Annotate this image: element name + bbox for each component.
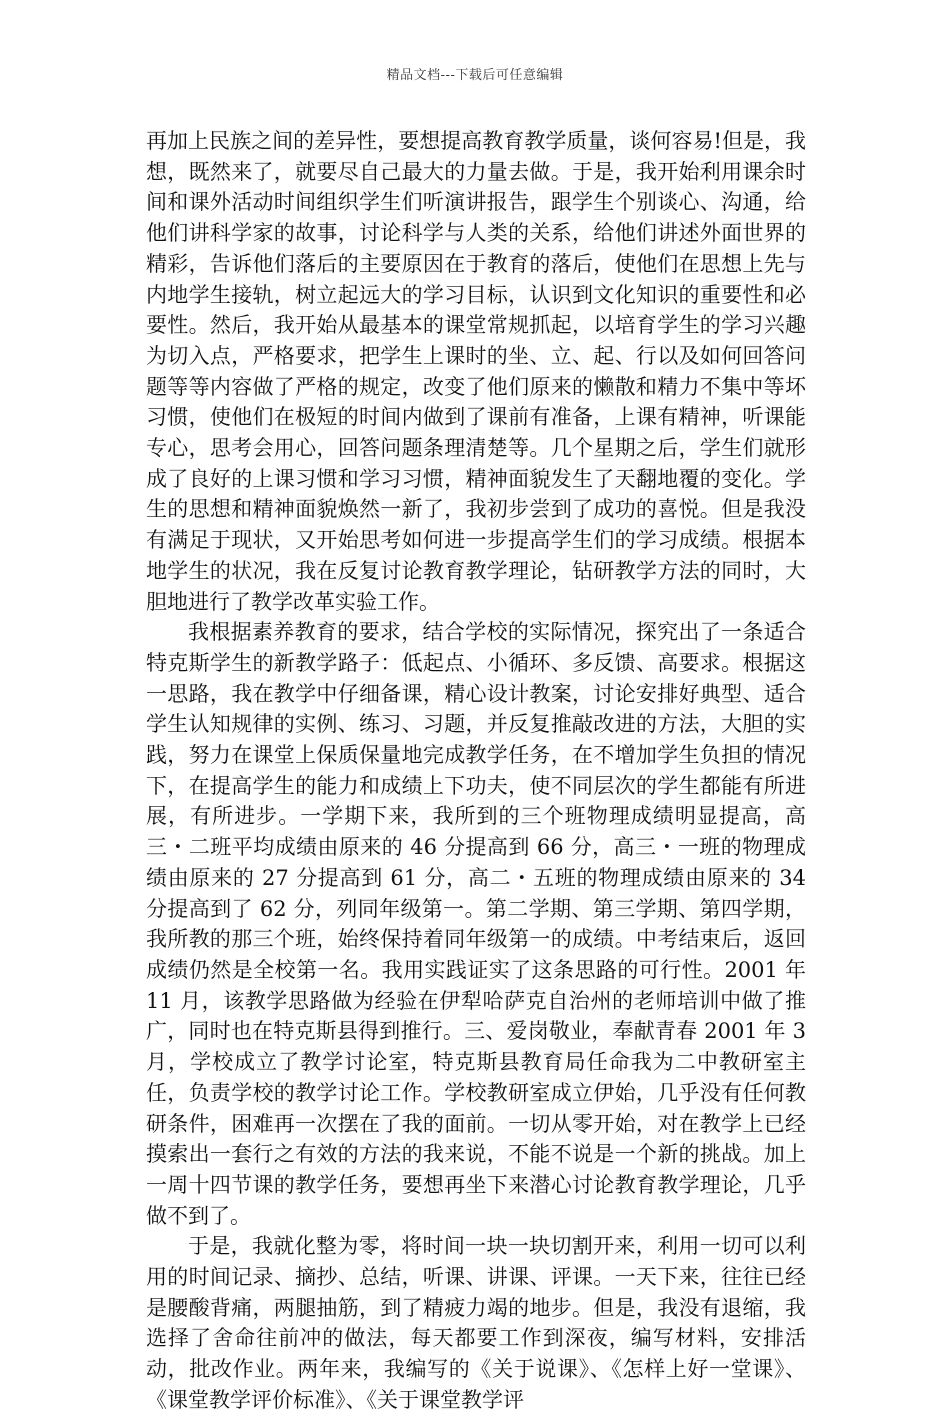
document-body (146, 126, 806, 1416)
paragraph-2: 我根据素养教育的要求，结合学校的实际情况，探究出了一条适合特克斯学生的新教学路子：低起点、小循环、多反馈、高要求。根据这一思路，我在教学中仔细备课，精心设计教案，讨论安排好典型、适合学生认知规律的实例、练习、习题，并反复推敲改进的方法，大胆的实践，努力在课堂上保质保量地完成教学任务，在不增加学生负担的情况下，在提高学生的能力和成绩上下功夫，使不同层次的学生都能有所进展，有所进步。一学期下来，我所到的三个班物理成绩明显提高，高三・二班平均成绩由原来的 46 分提高到 66 分，高三・一班的物理成绩由原来的 27 分提高到 61 分，高二・五班的物理成绩由原来的 34 分提高到了 62 分，列同年级第一。第二学期、第三学期、第四学期，我所教的那三个班，始终保持着同年级第一的成绩。中考结束后，返回成绩仍然是全校第一名。我用实践证实了这条思路的可行性。2001 年 11 月，该教学思路做为经验在伊犁哈萨克自治州的老师培训中做了推广，同时也在特克斯县得到推行。三、爱岗敬业，奉献青春 2001 年 3 月，学校成立了教学讨论室，特克斯县教育局任命我为二中教研室主任，负责学校的教学讨论工作。学校教研室成立伊始，几乎没有任何教研条件，困难再一次摆在了我的面前。一切从零开始，对在教学上已经摸索出一套行之有效的方法的我来说，不能不说是一个新的挑战。加上一周十四节课的教学任务，要想再坐下来潜心讨论教育教学理论，几乎做不到了。 (146, 620, 806, 1228)
page-header: 精品文档---下载后可任意编辑 (386, 68, 564, 83)
paragraph-3: 于是，我就化整为零，将时间一块一块切割开来，利用一切可以利用的时间记录、摘抄、总结，听课、讲课、评课。一天下来，往往已经是腰酸背痛，两腿抽筋，到了精疲力竭的地步。但是，我没有退缩，我选择了舍命往前冲的做法，每天都要工作到深夜，编写材料，安排活动，批改作业。两年来，我编写的《关于说课》、《怎样上好一堂课》、《课堂教学评价标准》、《关于课堂教学评 (146, 1234, 806, 1412)
paragraph-1: 再加上民族之间的差异性，要想提高教育教学质量，谈何容易!但是，我想，既然来了，就要尽自己最大的力量去做。于是，我开始利用课余时间和课外活动时间组织学生们听演讲报告，跟学生个别谈心、沟通，给他们讲科学家的故事，讨论科学与人类的关系，给他们讲述外面世界的精彩，告诉他们落后的主要原因在于教育的落后，使他们在思想上先与内地学生接轨，树立起远大的学习目标，认识到文化知识的重要性和必要性。然后，我开始从最基本的课堂常规抓起，以培育学生的学习兴趣为切入点，严格要求，把学生上课时的坐、立、起、行以及如何回答问题等等内容做了严格的规定，改变了他们原来的懒散和精力不集中等坏习惯，使他们在极短的时间内做到了课前有准备，上课有精神，听课能专心，思考会用心，回答问题条理清楚等。几个星期之后，学生们就形成了良好的上课习惯和学习习惯，精神面貌发生了天翻地覆的变化。学生的思想和精神面貌焕然一新了，我初步尝到了成功的喜悦。但是我没有满足于现状，又开始思考如何进一步提高学生们的学习成绩。根据本地学生的状况，我在反复讨论教育教学理论，钻研教学方法的同时，大胆地进行了教学改革实验工作。 (146, 129, 806, 614)
